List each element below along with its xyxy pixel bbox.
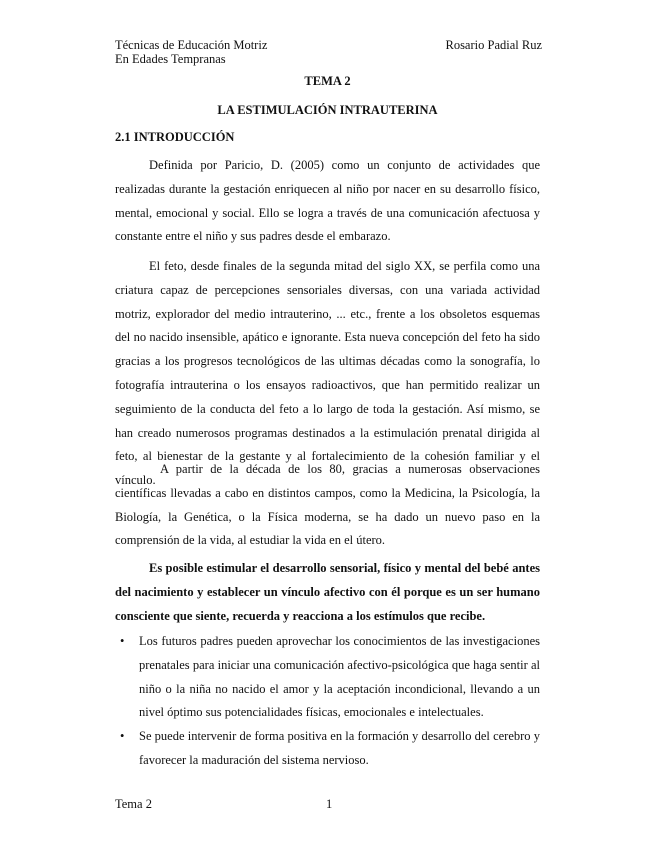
paragraph-feto: El feto, desde finales de la segunda mitad del siglo XX, se perfila como una criatura capaz de percepciones sensoriales diversas, con una variada actividad motriz, explorador del medio intrauterino, ... etc., frente a los obsoletos esquemas del no nacido insensible, apático e ignorante. Esta nueva concepción del feto ha sido gracias a los progresos tecnológicos de las ultimas décadas como la sonografía, lo fotografía intrauterina o los ensayos radioactivos, que han permitido realizar un seguimiento de la conducta del feto a lo largo de toda la gestación. Así mismo, se han creado numerosos programas destinados a la estimulación prenatal dirigida al feto, al bienestar de la gestante y al fortalecimiento de la cohesión familiar y el vínculo. [115, 259, 540, 488]
page-title: LA ESTIMULACIÓN INTRAUTERINA [217, 103, 438, 117]
tema-heading: TEMA 2 [304, 74, 351, 88]
list-item [115, 630, 540, 725]
list-item-text: Los futuros padres pueden aprovechar los conocimientos de las investigaciones prenatales para iniciar una comunicación afectivo-psicológica que haga sentir al niño o la niña no nacido el amor y la aceptación incondicional, llevando a un nivel óptimo sus potencialidades físicas, emocionales e intelectuales. [139, 634, 540, 720]
list-item [115, 725, 540, 773]
header-course-title: Técnicas de Educación Motriz [115, 38, 268, 52]
header-course-subtitle: En Edades Tempranas [115, 52, 226, 66]
header-author: Rosario Padial Ruz [445, 38, 542, 52]
bullet-list [115, 630, 540, 773]
bullet-icon: • [120, 634, 125, 648]
list-item-text: Se puede intervenir de forma positiva en la formación y desarrollo del cerebro y favorecer la maduración del sistema nervioso. [139, 729, 540, 767]
paragraph-definition: Definida por Paricio, D. (2005) como un conjunto de actividades que realizadas durante la gestación enriquecen al niño por nacer en su desarrollo físico, mental, emocional y social. Ello se logra a través de una comunicación afectuosa y constante entre el niño y sus padres desde el embarazo. [115, 158, 540, 244]
bullet-icon: • [120, 729, 125, 744]
footer-label: Tema 2 [115, 797, 152, 811]
section-heading: 2.1 INTRODUCCIÓN [115, 130, 235, 144]
paragraph-decada-80: A partir de la década de los 80, gracias a numerosas observaciones científicas llevadas a cabo en distintos campos, como la Medicina, la Psicología, la Biología, la Genética, o la Física moderna, se ha dado un nuevo paso en la comprensión de la vida, al estudiar la vida en el útero. [115, 462, 540, 548]
paragraph-bold-statement: Es posible estimular el desarrollo sensorial, físico y mental del bebé antes del nacimiento y establecer un vínculo afectivo con él porque es un ser humano consciente que siente, recuerda y reacciona a los estímulos que recibe. [115, 561, 540, 623]
page-number: 1 [326, 797, 333, 811]
